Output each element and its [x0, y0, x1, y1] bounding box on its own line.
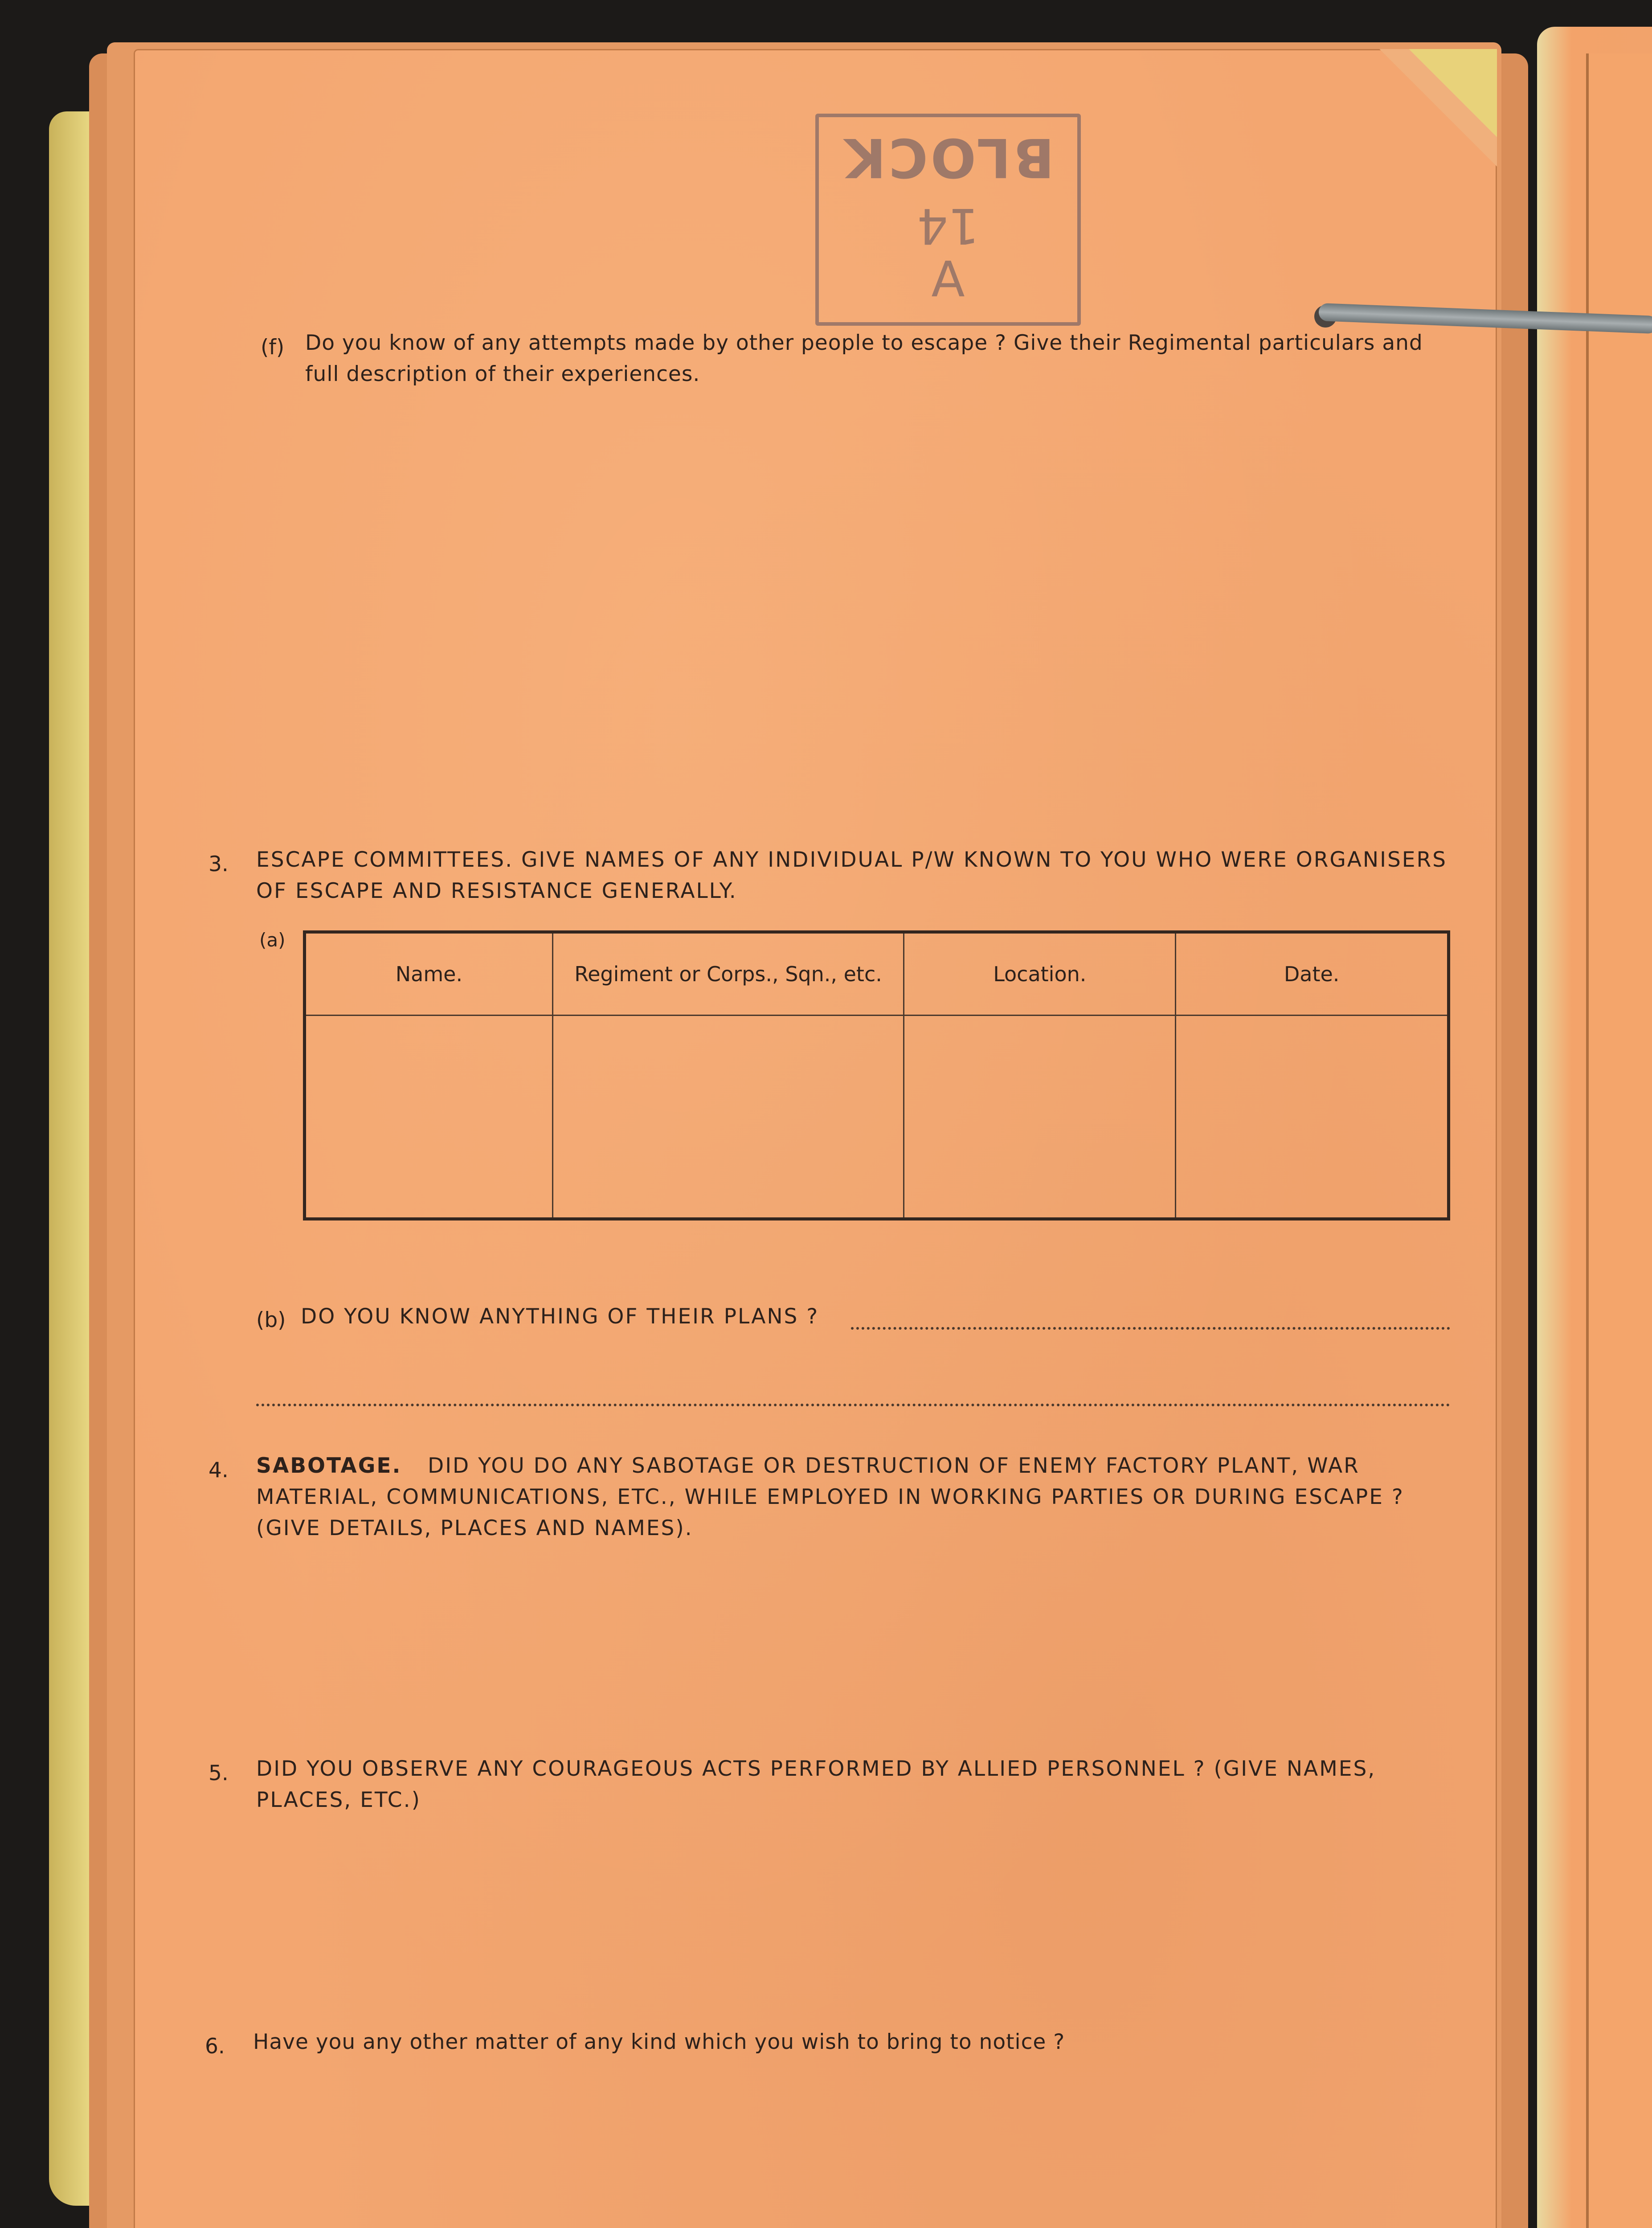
col-header-location: Location. — [904, 932, 1176, 1016]
table-header-row — [305, 932, 1449, 1016]
q4-number: 4. — [209, 1458, 229, 1483]
cell-name[interactable] — [305, 1016, 553, 1219]
q3-text: ESCAPE COMMITTEES. GIVE NAMES OF ANY INDIVIDUAL P/W KNOWN TO YOU WHO WERE ORGANISERS OF ESCAPE AND RESISTANCE GENERALLY. — [256, 848, 1447, 903]
q5-text: DID YOU OBSERVE ANY COURAGEOUS ACTS PERFORMED BY ALLIED PERSONNEL ? (GIVE NAMES, PLACES, ETC.) — [256, 1757, 1376, 1812]
col-header-name: Name. — [305, 932, 553, 1016]
q5-number: 5. — [209, 1761, 229, 1786]
q3b-answer-line-2[interactable] — [256, 1404, 1450, 1406]
block-stamp — [815, 114, 1081, 326]
cell-date[interactable] — [1176, 1016, 1449, 1219]
escape-committee-table — [303, 930, 1450, 1220]
adjacent-page-edge — [1586, 53, 1652, 2228]
col-header-regiment: Regiment or Corps., Sqn., etc. — [552, 932, 904, 1016]
q3b-label: (b) — [256, 1308, 286, 1332]
q2f-text: Do you know of any attempts made by other people to escape ? Give their Regimental particulars and full description of their experiences. — [305, 331, 1423, 386]
q3-number: 3. — [209, 852, 229, 876]
q3b-text: DO YOU KNOW ANYTHING OF THEIR PLANS ? — [301, 1304, 819, 1329]
stamp-line-number: 14 — [917, 197, 979, 254]
cell-location[interactable] — [904, 1016, 1176, 1219]
q4-heading: SABOTAGE. — [256, 1454, 402, 1478]
cell-regiment[interactable] — [552, 1016, 904, 1219]
q2f-label: (f) — [261, 335, 285, 360]
q4-text: DID YOU DO ANY SABOTAGE OR DESTRUCTION OF ENEMY FACTORY PLANT, WAR MATERIAL, COMMUNICATIONS, ETC., WHILE EMPLOYED IN WORKING PARTIES OR DURING ESCAPE ? (GIVE DETAILS, PLACES AND NAMES). — [256, 1454, 1404, 1540]
q3a-label: (a) — [259, 929, 286, 951]
q6-text: Have you any other matter of any kind which you wish to bring to notice ? — [253, 2030, 1065, 2054]
table-row — [305, 1016, 1449, 1219]
folded-corner — [1256, 49, 1497, 299]
q6-number: 6. — [205, 2034, 225, 2059]
stamp-line-letter: A — [931, 251, 965, 308]
col-header-date: Date. — [1176, 932, 1449, 1016]
q3b-answer-line-1[interactable] — [851, 1327, 1450, 1330]
stamp-line-block: BLOCK — [842, 126, 1055, 188]
